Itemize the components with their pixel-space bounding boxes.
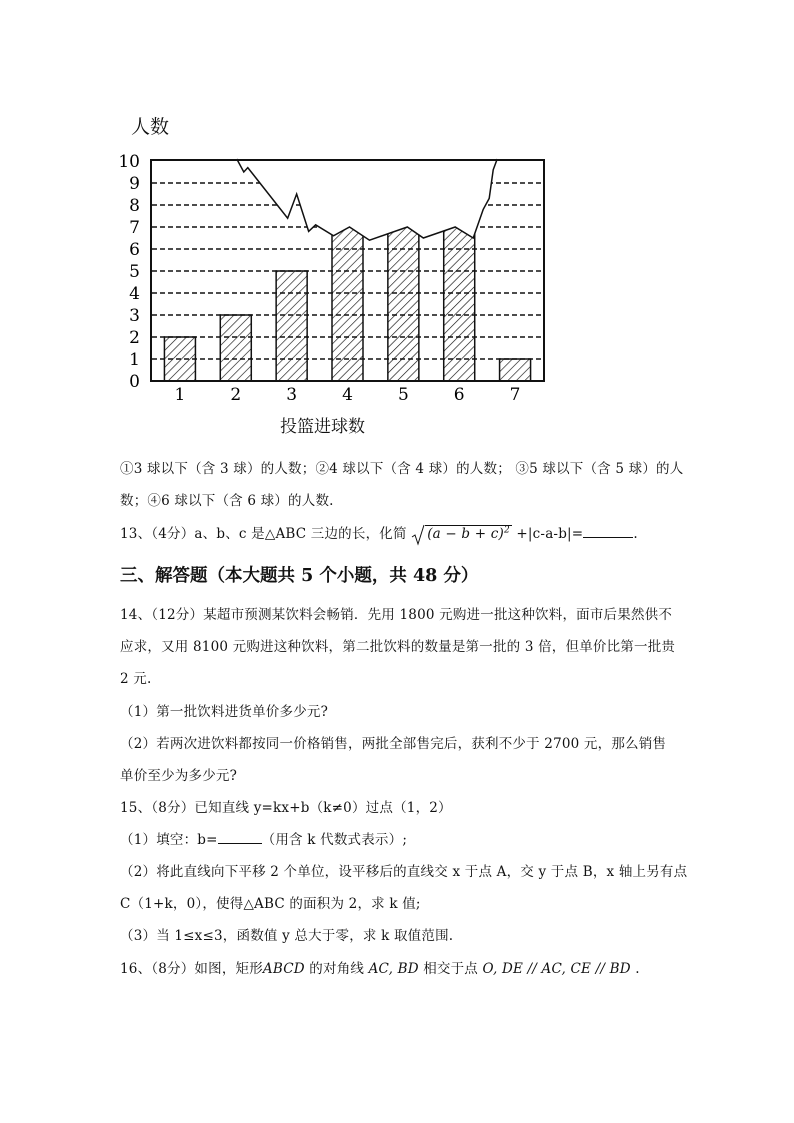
q13-prefix: 13、（4分）a、b、c 是△ABC 三边的长，化简 [120,526,407,542]
sqrt-radicand: (a − b + c) [427,526,504,542]
q16-stem [120,957,640,977]
bar [500,359,531,381]
y-tick-label: 9 [129,174,140,194]
y-tick-label: 0 [129,372,140,392]
sqrt-expression [411,524,512,546]
radical-sign-icon [411,524,425,546]
q16-prefix: 16、（8分）如图，矩形 [120,961,263,977]
y-tick-label: 1 [129,350,140,370]
q15-stem: 15、（8分）已知直线 y=kx+b（k≠0）过点（1，2） [120,800,452,816]
q13-answer-blank [583,525,633,538]
q16-math-diagonals: AC, BD [368,961,419,977]
q15-answer-blank [218,831,262,844]
x-tick-label: 4 [342,385,353,405]
q13-abs-part: +|c-a-b|= [516,526,584,542]
bar [276,271,307,381]
y-tick-label: 4 [129,284,140,304]
chart-y-axis-label: 人数 [131,116,170,138]
q16-math-rect: ABCD [262,961,305,977]
y-tick-label: 5 [129,262,140,282]
q16-math-relations: O, DE // AC, CE // BD [482,961,631,977]
q14-line-3: 2 元. [120,671,152,687]
q15-part-1-suffix: （用含 k 代数式表示）; [261,832,408,848]
x-tick-label: 2 [230,385,242,405]
bar-chart [110,150,560,412]
q13-end: . [633,526,638,542]
section-3-heading: 三、解答题（本大题共 5 个小题，共 48 分） [120,566,479,586]
q15-part-1 [120,828,407,848]
q15-part-2-line-2: C（1+k，0），使得△ABC 的面积为 2，求 k 值; [120,896,421,912]
bar-obscured [388,223,419,381]
q15-part-3: （3）当 1≤x≤3，函数值 y 总大于零，求 k 取值范围. [120,928,454,944]
q14-part-2-line-1: （2）若两次进饮料都按同一价格销售，两批全部售完后，获利不少于 2700 元，那么销售 [120,736,667,752]
q14-line-2: 应求，又用 8100 元购进这种饮料，第二批饮料的数量是第一批的 3 倍，但单价比第一批贵 [120,639,676,655]
bar-obscured [332,223,363,381]
chart-x-axis-label: 投篮进球数 [280,417,365,437]
y-tick-label: 8 [129,196,140,216]
q15-part-1-prefix: （1）填空：b= [120,832,218,848]
q16-end: . [630,961,640,977]
q16-mid-1: 的对角线 [304,961,369,977]
q12-text-line-2: 数；④6 球以下（含 6 球）的人数. [120,493,334,509]
bar-obscured [444,223,475,381]
q14-part-2-line-2: 单价至少为多少元? [120,768,238,784]
y-tick-label: 7 [129,218,140,238]
x-tick-label: 6 [453,385,465,405]
q15-part-2-line-1: （2）将此直线向下平移 2 个单位，设平移后的直线交 x 于点 A，交 y 于点 B，x 轴上另有点 [120,864,688,880]
x-tick-label: 1 [174,385,186,405]
sqrt-exponent: 2 [503,525,510,536]
y-tick-label: 10 [118,152,140,172]
q14-line-1: 14、（12分）某超市预测某饮料会畅销．先用 1800 元购进一批这种饮料，面市后果然供不 [120,607,673,623]
q12-text-line-1: ①3 球以下（含 3 球）的人数；②4 球以下（含 4 球）的人数； ③5 球以下（含 5 球）的人 [120,461,684,477]
q16-mid-2: 相交于点 [418,961,483,977]
q14-part-1: （1）第一批饮料进货单价多少元? [120,704,329,720]
x-tick-label: 7 [509,385,521,405]
y-tick-label: 6 [129,240,140,260]
q13-line [120,522,638,546]
y-tick-label: 3 [129,306,140,326]
x-tick-label: 5 [397,385,409,405]
bar [220,315,251,381]
bar [164,337,195,381]
x-tick-label: 3 [286,385,298,405]
y-tick-label: 2 [129,328,140,348]
